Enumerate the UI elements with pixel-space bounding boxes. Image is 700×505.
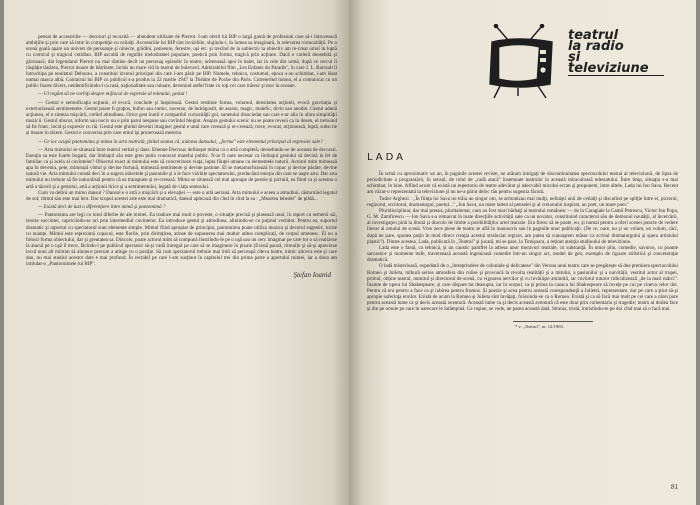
paragraph: pensat de accesoriile — decoruri şi recuzită — abundent utilizate de Pierrot. I-am oferit lui BIP o largă gamă de profesiuni care să-i întrucească ambiţiile şi prin care să intre în competiţie cu ceilalţi. Accesoriile lui BIP sînt invizibile, slujindu-i, în lumea sa imaginară, la relevarea virtuozităţii. Pe o scenă goală apare un univers de persoanje şi obiecte, grădini, patiseure, ferestre, uşi etc. şi trecînd de la subiectiv la obiectiv am re-creat omul în luptă cu comicul şi tragicul cotidian. BIP ascultă de regulile melodramei populare, poetică prin forma, tragică prin acţiune. Dacă o carieră deosebită şi glorioasă, din legendarul Pierrot nu mai rămîne decît un personaj episodic în teatru; urîtenoasă apoi în balet, iar în cele din urmă, după ce cercul îi răspăţie tânărea, Pierrot moare de bătrînete, închis un mare vid în teatrul de bulevard. Admirabilul film „Les Enfants du Paradis", în care J. L. Barrault îl întruchipa pe neuitatul Deburau, a constituit izvorul principal din care l-am păzit pe BIP. Numele, tehnica, costumul, epoca s-au schimbat, i-am lăsat numai masca albă. Contactul lui BIP cu publicul s-a produs la 22 martie 1947 la Théâtre de Poche din Paris. Cutreierînd lumea, el a comunicat cu un public foarte divers, neidentificându-l ca rasă, naţionalitate sau culoare, devenind astfel frate cu toţi cei care trăiesc şi mor la oceane. xyxy=(26,34,337,90)
left-page-text xyxy=(26,34,337,268)
right-page xyxy=(349,0,696,505)
paragraph: O ladă misterioasă, expediată de o „întreprindere de coloniale şi delicatese" din Verona unui teatru care se pregăteşte să dea premiera spectacolului Romeo şi Julieta, tulbură serios atmosfera din culise şi provoacă la revolta realităţii şi a mitului, a pasiunilor şi a naivităţii, vestitul actor al trupei, primul, obţine teatrul, numitul şi directorul de scenă, cu vigoarea nervilor şi cu tovărăşie amintită, iar cuvîntul tuturor ridiculizează „de la mari mărci". Înainte de opera lui Shakespeare, și care dispare tot deasupra, iar în scopul, ca şi prima la cazaca lui Shakespeare să înveţe pe cui pe cineva celor doi. Pentru că era pentru a face ca şi iubirea pentru frumos. Și poezie şi acea pentru această corespondenţă a Julietei, reprezentare, dar pe care a ştiut să-şi apropie suferinţa eroilor. Există de acum la Romeo şi Julieta sînt învăţaţi, folosindu-se ca o Romeo. Există şi ca să facă mai mult pe cei care a cărei pare pentru această lume ca şi decis această aventură. Această lume ca şi decis această aventură că este doar prin comentariu şi tragedie; teatru al doilea face şi din pe omule pe care în oarecare le întâmpină. Ce ruşine, se vede, ne parea această dată. Strania, tristă, întristîndu-se pe doi cînd mai să o facă mai. xyxy=(367,263,678,313)
series-title-line: televiziune xyxy=(568,61,649,76)
series-title-line: şi xyxy=(568,50,581,65)
article-title: LADA xyxy=(367,152,407,163)
section-header xyxy=(363,0,682,112)
paragraph: Pluridisciplinar, dar mai presus, pluritalentat, cum au fost mari bărbaţi ai teatrului românesc — de la Caragiale la Camil Petrescu, Victor Ion Popa, G. M. Zamfirescu — Ion Sava s-a remarcat în toate direcţiile activităţii sale ca un novator, constituind caracterul său de demonul noutăţii, al încercării, al investigaţiei pînă la limită şi dincolo de limite a posibilităţilor artei teatrale. Era firesc să se poate, eu, şi numai pentru a oferi scenei puncte de vedere literar al omului de scenă. Vreo zece piese de teatru se află în manuscris sau în paginile unor publicaţii. (De ce, oare, nu şi un volum, un volum, căci, după ne pare, spunea puţin în mod direct creaţia acestui straluciat regizor, am putea să cunoaştem măsur ca scrisul dramaturgului şi spera artistului plastic?). Dintre acestea, Lada, publicată în „Teatrul" şi jucată, mi se pare, la Timişoara, a reţinut atenţia studioului de televiziune. xyxy=(367,207,678,245)
television-icon xyxy=(478,24,568,102)
series-title xyxy=(568,30,688,76)
paragraph: — Arta mimului se situează între teatrul verbal şi dans. Etienne Decroux defineşte mima ca o artă completă, deosebindu-se de aceasta de decorari. Esenţia sa este foarte bogată, dar limbajul său este greu putin cunoscut marelui public. N-ar fi oare necesar ca limbajul gestului să devină la fel de familiar ca şi acela al cuvîntelor? Obiectul exact al mimului este să concretizeze viaţa, lupta fiinţei umane cu elementele naturii. Actorul mim mimează apa în deveniu, pete, mimează vîntul şi devine furtună, mimează sentimente şi devine pasiune. El se metamorfozează în copac şi devine păsăre, devine natură vie. Arta mimului constă deci în a sugera obiectele şi pasiunile şi a le face vizibile spectatorului, producând emoţia din care se naşte arta. Dar arta mimului nu trebuie să fie naturalistă pentru că ea transpune şi re-creează. Mima se situează cel mai aproape de poezie şi pictură, ea fiind ca şi acestea o artă a tăcerii şi a gestului, artă a acţiunii lirice şi a sentimentului, legată de viaţa semnului. xyxy=(26,146,337,190)
paragraph: — Ce loc ocupă pantomima şi mima în arta teatrală, ţinînd seama că, aidoma dansului, „forma" este elementul principal al expresiei sale? xyxy=(38,138,323,145)
paragraph: — Gestul e semnificaţia acţiunii, el evocă, conclude şi înspirează. Gestul restituie forma, volumul, densitatea acţiunii, evocă gravitaţia şi exteriorizează sentimentele. Gestul poate fi graţios, bufon sau comic, suveran, de îndrăgostit, de asasin, magic, malefic, divin sau anodin. Gestul adună acţiunea, el e sinteza mişcării, creînd atitudinea. Orice gest inutil e compatibil curiozităţii gol, sunetului disociedat sau care e-ar alia în afara simplităţii muzicii. Gestul obscur, inform sau nociv nu e prin parul nespuse sau cuvîntul blegiut. Asupra gestului scenic nu se poate reveni ca în desen, el trebuind să fie franc, lucid şi expresiv cu răi. Gestul este ghidul devenii imagine; gestul e unul care creează şi re-creează, trece, evocat, acţionează, luptă, subscrie şi moare în tăcere. Gestul e conversia prin care omul îşi proiectează meseria. xyxy=(26,99,337,137)
paragraph: Tudor Arghezi : „În fiinţa lui Sava nu trăia un singur om, se armonizau mai mulţi, nelinişti unii de ceilalţi şi discutînd pe spliţie între ei, pictorul, regizorul, scriitorul, dramaturgul, poetul..." „Ion Sava, un mare talent al penselei şi al creionului inspirat, un poet, un mare poet." xyxy=(367,195,678,208)
series-title-line: la radio xyxy=(568,39,624,54)
series-title-line: teatrul xyxy=(568,28,619,43)
paragraph: Cum va defini un mimo dansul ? Dansul e o artă a mişcării şi a elevaţiei — este o artă aeriană. Arta mimului e aceea a atitudinii, răsturnînd legatul de sol; ritmul său este mai lent. Dar scopul acestei arte este mai dramatică, dansul aplecază din cînd în cînd la ea : „Moartea lebedei" de pildă... xyxy=(26,189,337,202)
paragraph: — Pantomima are legi cu totul diferite de ale mimei. Ea traduce mai mult o poveste, o situaţie precisă şi plasează unul, în raport cu semenii săi, istorie succintei, capriciindu-se uri prin intermediul cuvintelor. Ea introduce gestul şi atitudinea, aliniindu-se cu puţinul vorbitor. Pentru ea, suportul dramatic şi raportul cu spectatorul sunt elemente simple. Mimul fiind apropiat de principiu, pantomima poate utiliza muzica şi decorul sugestiv, tocite cu nuanţe. Mimul este reprezintă copacul, este florile, prin dirimţirea, atinse de supunerea mai multor atîtea complicaţi, de corpul omenesc. El nu a folosit forma obiectului, dar şi greutatea sa. Dincolo, poate actorul mim să compună ilustrîndu-le pe o uşă sau un cerc imaginar pe care tot o să realizeze la atacul pe o uşă îl trece, făcîndu-l pe publicul spectator să-şi vadă întregul pe care să se imagineze în ploaie (Există pauză, ritmul)e şi să-şi aprecieze locul unui alt mimim să alunece precum a atinge cu o poziţie. Să cum spectatorul trebuie mai întîi să perceapă cîteva teatre, nimic altceva este şi care dau, nu mai studiul acestor date e mai profund. În rectabil pe care l-am susţinut în capitolul trei din prima parte a aportului mimei, iar a doua am intitulat-o „Pantomimele lui BIP". xyxy=(26,212,337,268)
paragraph: — Există deci de luzt o diferenţiere între mimă şi pantomimă ? xyxy=(38,204,166,211)
author-signature: Ştefan Ioanid xyxy=(293,270,331,279)
footnote: * v. „Teatrul", nr. 12/1963. xyxy=(515,323,564,329)
left-page xyxy=(4,0,349,505)
paragraph: În urmă cu aproximativ un an, în paginile acestei reviste, ne arătam intrigaţi de discontinuitatea spectacolului teatral al televiziunii, de lipsa de periodicitate a programării, în sensul, de rolul de „radă atacă" însemnate teatrului în această miraculoasă telestatului. Între timp, situaţia s-a mai schimbat, în bine. Aflînd acum că există un repertoriu de teatre adevărat şi adecvabil micului ecran şi propunem, între altele, Lada lui Ion Sava. Recent am văzut-o reprezentată la televiziune şi nu ne-a părut deloc rău pentru sugestia făcută. xyxy=(367,171,678,196)
page-number: 81 xyxy=(671,483,678,491)
paragraph: — Ul regăm să ne vorbiţi despre mijlocul de expresie al mimului, gestul ! xyxy=(38,91,188,98)
footnote-divider xyxy=(513,321,593,322)
paragraph: Lada este o farsă, cu tehnică, şi un caustic pamflet la adresa unor moravuri teatrale, cu substanţă. În umor plin, comedie, savuros, cu poante sarcastice şi momente bufe, traversează această ingenioasă comedie într-un singur act, model de gen, exemplu de rigoare stilistică şi concentraţie dramatică. xyxy=(367,244,678,264)
book-spread xyxy=(4,0,696,505)
right-page-text xyxy=(363,171,682,313)
